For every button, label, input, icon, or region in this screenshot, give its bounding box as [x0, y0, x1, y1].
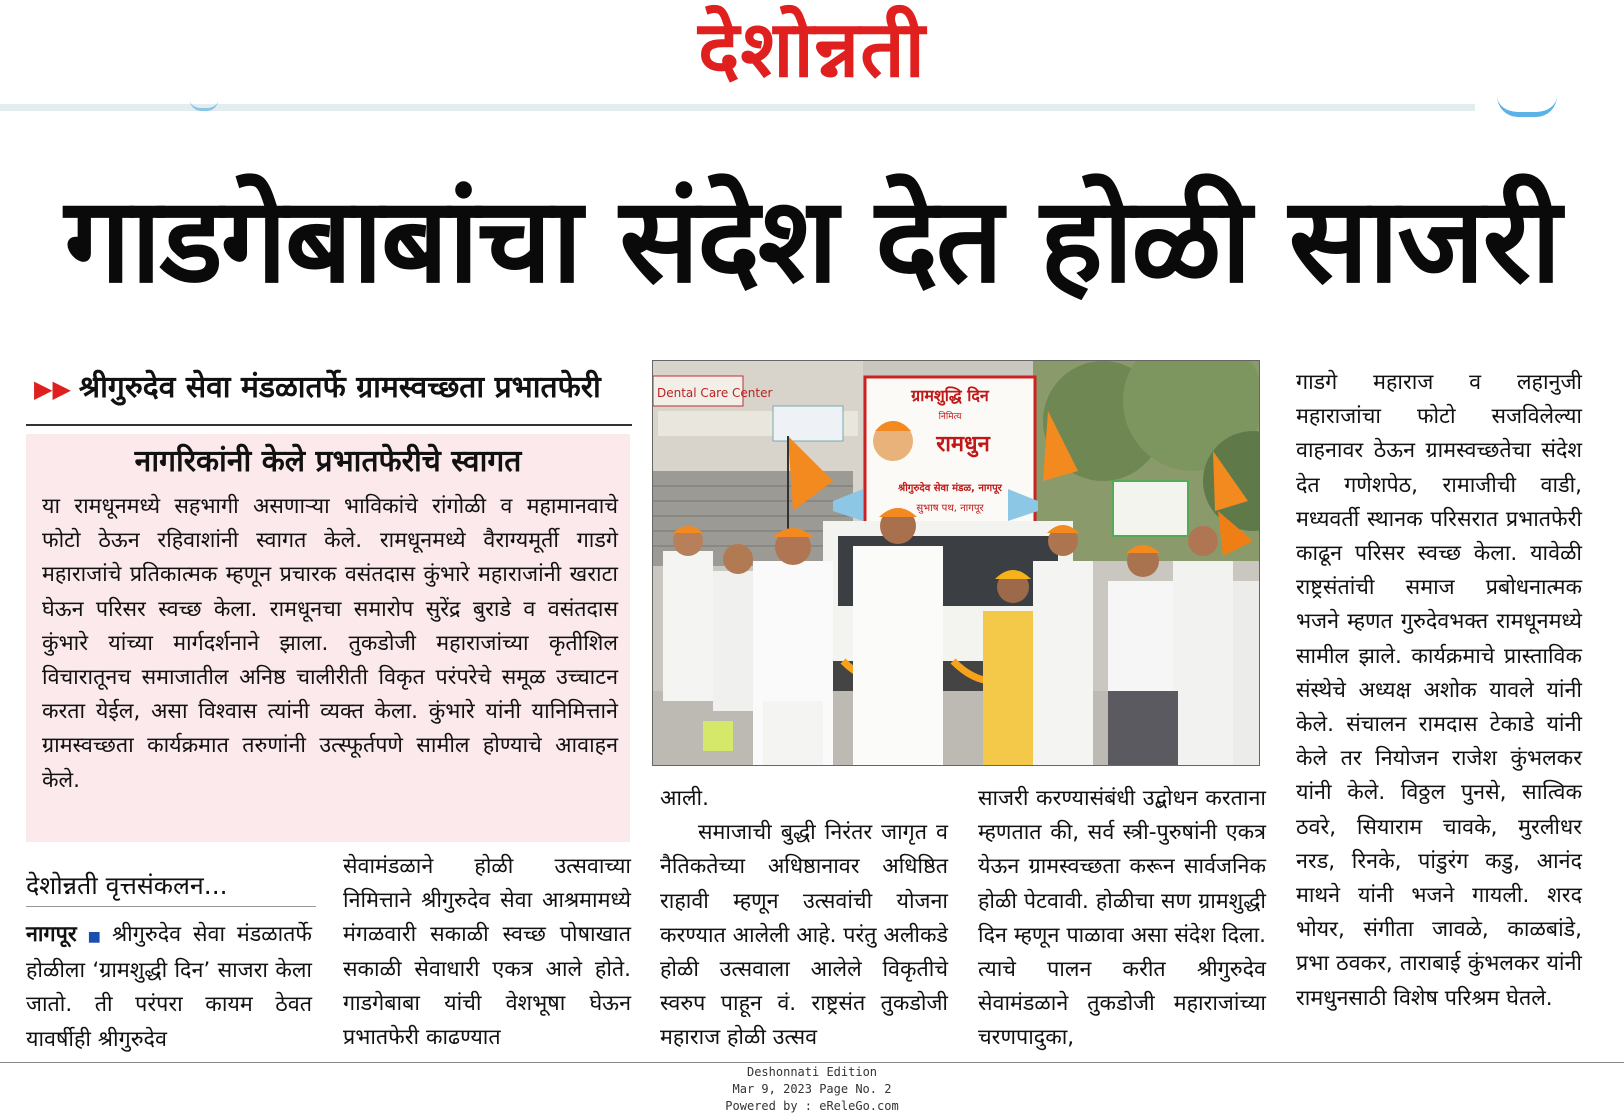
- footer-powered-by: Powered by : eReleGo.com: [725, 1099, 899, 1113]
- footer-edition: Deshonnati Edition: [746, 1065, 878, 1079]
- masthead-rule: [0, 104, 1475, 111]
- banner-line-1: ग्रामशुद्धि दिन: [911, 386, 989, 405]
- box-body-text: या रामधूनमध्ये सहभागी असणाऱ्या भाविकांचे रांगोळी व महामानवाचे फोटो ठेऊन रहिवाशांनी स्वागत केले. रामधूनमध्ये वैराग्यमूर्ती गाडगे महाराजांचे प्रतिकात्मक म्हणून प्रचारक वसंतदास कुंभारे महाराजांनी खराटा घेऊन परिसर स्वच्छ केला. रामधूनचा समारोप सुरेंद्र बुराडे व वसंतदास कुंभारे यांच्या मार्गदर्शनाने झाला. तुकडोजी महाराजांच्या कृतीशिल विचारातूनच समाजातील अनिष्ठ चालीरीती विकृत परंपरेचे समूळ उच्चाटन करता येईल, असा विश्वास त्यांनी व्यक्त केला. कुंभारे यांनी यानिमित्ताने ग्रामस्वच्छता कार्यक्रमात तरुणांनी उत्स्फूर्तपणे सामील होण्याचे आवाहन केले.: [42, 494, 618, 793]
- double-arrow-icon: ▶▶: [34, 375, 71, 403]
- headline: गाडगेबाबांचा संदेश देत होळी साजरी: [64, 171, 1560, 309]
- masthead-arc-right: [1497, 96, 1557, 117]
- column-3-text-a: आली.: [660, 786, 709, 811]
- article-column-5: गाडगे महाराज व लहानुजी महाराजांचा फोटो सजविलेल्या वाहनावर ठेऊन ग्रामस्वच्छतेचा संदेश देत गणेशपेठ, रामाजीची वाडी, मध्यवर्ती स्थानक परिसरात प्रभातफेरी काढून परिसर स्वच्छ केला. यावेळी राष्ट्रसंतांची समाज प्रबोधनात्मक भजने म्हणत गुरुदेवभक्त रामधूनमध्ये सामील झाले. कार्यक्रमाचे प्रास्ताविक संस्थेचे अध्यक्ष अशोक यावले यांनी केले. संचालन रामदास टेकाडे यांनी केले तर नियोजन राजेश कुंभलकर यांनी केले. विठ्ठल पुनसे, सात्विक ठवरे, सियाराम चावके, मुरलीधर नरड, रिनके, पांडुरंग कडु, आनंद माथने यांनी भजने गायली. शरद भोयर, संगीता जावळे, काळबांडे, प्रभा ठवकर, ताराबाई कुंभलकर यांनी रामधुनसाठी विशेष परिश्रम घेतले.: [1296, 370, 1582, 1011]
- kicker-rule: [26, 424, 632, 426]
- column-3-text-b: समाजाची बुद्धी निरंतर जागृत व नैतिकतेच्या अधिष्ठानावर अधिष्ठित राहावी म्हणून उत्सवांची योजना करण्यात आलेली आहे. परंतु अलीकडे होळी उत्सवाला आलेले विकृतीचे स्वरुप पाहून वं. राष्ट्रसंत तुकडोजी महाराज होळी उत्सव: [660, 820, 948, 1051]
- footer-rule: [0, 1062, 1624, 1063]
- kicker: [34, 360, 634, 426]
- photo-illustration: [653, 361, 1259, 765]
- article-column-2: सेवामंडळाने होळी उत्सवाच्या निमित्ताने श्रीगुरुदेव सेवा आश्रमामध्ये मंगळवारी सकाळी स्वच्छ पोषाखात सकाळी सेवाधारी एकत्र आले होते. गाडगेबाबा यांची वेशभूषा घेऊन प्रभातफेरी काढण्यात: [343, 854, 631, 1051]
- highlight-box: [26, 434, 630, 842]
- byline: देशोन्नती वृत्तसंकलन...: [26, 871, 228, 900]
- procession-photo: [652, 360, 1260, 766]
- banner-line-5: सुभाष पथ, नागपूर: [916, 503, 984, 514]
- shop-sign-text: Dental Care Center: [657, 386, 773, 400]
- article-column-4: साजरी करण्यासंबंधी उद्बोधन करताना म्हणतात की, सर्व स्त्री-पुरुषांनी एकत्र येऊन ग्रामस्वच्छता करून सार्वजनिक होळी पेटवावी. होळीचा सण ग्रामशुद्धी दिन म्हणून पाळावा असा संदेश दिला. त्याचे पालन करीत श्रीगुरुदेव सेवामंडळाने तुकडोजी महाराजांच्या चरणपादुका,: [978, 786, 1266, 1051]
- newspaper-logo: देशोन्नती: [698, 5, 926, 95]
- box-subheading: नागरिकांनी केले प्रभातफेरीचे स्वागत: [134, 444, 522, 479]
- square-bullet-icon: ■: [82, 929, 106, 945]
- footer: [0, 1064, 1624, 1115]
- byline-rule: [26, 906, 316, 907]
- banner-line-3: रामधुन: [936, 432, 990, 457]
- dateline-place: नागपूर: [26, 922, 77, 947]
- article-column-1: [26, 918, 312, 1057]
- footer-date-page: Mar 9, 2023 Page No. 2: [732, 1082, 892, 1096]
- masthead: [0, 0, 1624, 112]
- column-1-text: श्रीगुरुदेव सेवा मंडळातर्फे होळीला ‘ग्रामशुद्धी दिन’ साजरा केला जातो. ती परंपरा कायम ठेवत यावर्षीही श्रीगुरुदेव: [26, 922, 312, 1052]
- banner-line-4: श्रीगुरुदेव सेवा मंडळ, नागपूर: [898, 483, 1002, 494]
- kicker-text: श्रीगुरुदेव सेवा मंडळातर्फे ग्रामस्वच्छता प्रभातफेरी: [78, 370, 601, 405]
- article-column-3: [660, 782, 948, 1056]
- banner-line-2: निमित्य: [938, 412, 962, 422]
